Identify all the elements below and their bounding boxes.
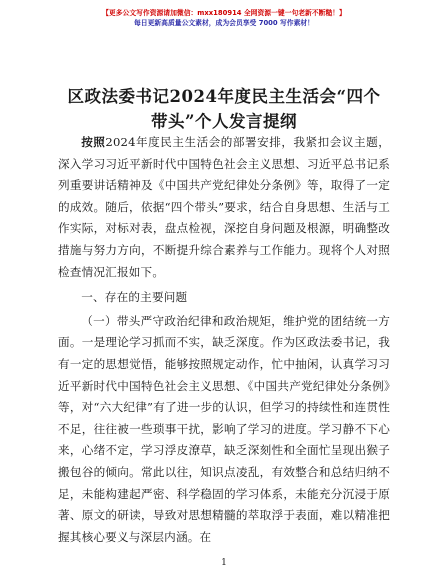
intro-paragraph (58, 132, 390, 283)
page-number: 1 (221, 558, 227, 568)
document-title: 区政法委书记2024年度民主生活会“四个带头”个人发言提纲 (67, 87, 381, 131)
banner-line-2: 每日更新高质量公文素材，成为会员享受 7000 写作素材！ (134, 19, 314, 27)
promo-banner (0, 8, 448, 28)
section-paragraph: （一）带头严守政治纪律和政治规矩，维护党的团结统一方面。一是理论学习抓而不实，缺乏深度。作为区政法委书记，我有一定的思想觉悟，能够按照规定动作，忙中抽闲，认真学习习近平新时代中国特色社会主义思想、《中国共产党纪律处分条例》等，对“六大纪律”有了进一步的认识，但学习的持续性和连贯性不足，往往被一些琐事干扰，影响了学习的进度。学习静不下心来，心绪不定，学习浮皮潦草，缺乏深刻性和全面忙呈现出猴子搬包谷的倾向。常此以往，知识点凌乱，有效整合和总结归纳不足，未能构建起严密、科学稳固的学习体系，未能充分沉浸于原著、原文的研读，导致对思想精髓的萃取浮于表面，难以精准把握其核心要义与深层内涵。在 (58, 313, 390, 544)
banner-line-1: 【更多公文写作资源请加微信：mxx180914 全网资源一键一句老新不断糙！】 (102, 9, 346, 17)
section-heading: 一、存在的主要问题 (81, 290, 188, 305)
intro-text: 2024年度民主生活会的部署安排，我紧扣会议主题，深入学习习近平新时代中国特色社会主义思想、习近平总书记系列重要讲话精神及《中国共产党纪律处分条例》等，取得了一定的成效。随后，依据“四个带头”要求，结合自身思想、生活与工作实际，对标对表，盘点检视，深挖自身问题及根源，明确整改措施与努力方向，不断提升综合素养与工作能力。现将个人对照检查情况汇报如下。 (58, 135, 390, 279)
document-body (58, 132, 390, 548)
intro-lead: 按照 (81, 135, 106, 149)
